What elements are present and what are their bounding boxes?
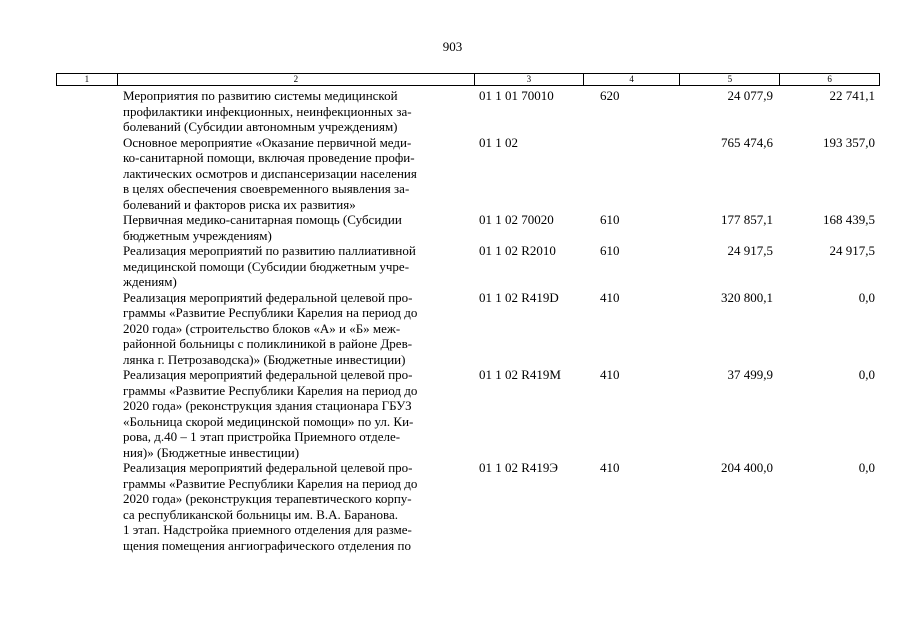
expense-type: 610 [600, 212, 620, 227]
amount-value-2: 0,0 [858, 460, 875, 475]
description-line: Мероприятия по развитию системы медицинской [123, 88, 398, 103]
expense-type: 620 [600, 88, 620, 103]
description-line: Основное мероприятие «Оказание первичной меди- [123, 134, 412, 150]
page-number: 903 [442, 39, 463, 54]
description-line: ждениям) [123, 274, 177, 289]
table-row [56, 212, 880, 243]
description-line: граммы «Развитие Республики Карелия на период до [123, 475, 418, 491]
column-header-4: 4 [584, 74, 681, 85]
table-row [56, 367, 880, 460]
expense-type: 410 [600, 460, 620, 475]
description-line: Реализация мероприятий федеральной целевой про- [123, 289, 413, 305]
row-number-cell [56, 367, 117, 460]
description-line: болеваний (Субсидии автономным учреждениям) [123, 119, 398, 134]
column-header-3: 3 [475, 74, 584, 85]
amount-value-2: 193 357,0 [823, 134, 875, 150]
row-number-cell [56, 135, 117, 213]
budget-code: 01 1 02 R419Э [479, 460, 559, 475]
description-line: бюджетным учреждениям) [123, 227, 272, 243]
amount-value-2: 168 439,5 [823, 212, 875, 227]
amount-value-1: 204 400,0 [721, 460, 773, 475]
description-line: медицинской помощи (Субсидии бюджетным учре- [123, 258, 410, 274]
amount-value-1: 37 499,9 [727, 367, 773, 382]
description-line: районной больницы с поликлиникой в районе Древ- [123, 336, 413, 351]
description-line: граммы «Развитие Республики Карелия на период до [123, 382, 418, 398]
row-description [117, 243, 475, 290]
table-row [56, 460, 880, 553]
amount-value-1: 24 917,5 [727, 243, 773, 258]
description-line: рова, д.40 – 1 этап пристройка Приемного отделе- [123, 429, 401, 444]
description-line: Реализация мероприятий федеральной целевой про- [123, 460, 413, 475]
row-description [117, 212, 475, 243]
row-number-cell [56, 88, 117, 135]
description-line: ния)» (Бюджетные инвестиции) [123, 444, 300, 460]
description-line: 2020 года» (строительство блоков «А» и «Б» меж- [123, 320, 401, 336]
table-row [56, 88, 880, 135]
description-line: 2020 года» (реконструкция терапевтического корпу- [123, 491, 412, 506]
budget-code: 01 1 02 [479, 134, 518, 150]
row-description [117, 290, 475, 368]
description-line: лактических осмотров и диспансеризации населения [123, 165, 417, 181]
budget-code: 01 1 02 70020 [479, 212, 554, 227]
description-line: ко-санитарной помощи, включая проведение профи- [123, 150, 415, 165]
amount-value-1: 177 857,1 [721, 212, 773, 227]
row-number-cell [56, 290, 117, 368]
expense-type: 410 [600, 367, 620, 382]
description-line: щения помещения ангиографического отделения по [123, 537, 411, 553]
description-line: Первичная медико-санитарная помощь (Субсидии [123, 212, 402, 227]
row-description [117, 135, 475, 213]
budget-code: 01 1 01 70010 [479, 88, 554, 103]
column-header-5: 5 [680, 74, 780, 85]
table-row [56, 243, 880, 290]
amount-value-1: 320 800,1 [721, 289, 773, 305]
description-line: 1 этап. Надстройка приемного отделения для разме- [123, 522, 412, 537]
expense-type: 410 [600, 289, 620, 305]
column-header-1: 1 [57, 74, 118, 85]
row-number-cell [56, 212, 117, 243]
description-line: профилактики инфекционных, неинфекционных за- [123, 103, 412, 119]
expense-type [584, 135, 681, 213]
description-line: 2020 года» (реконструкция здания стационара ГБУЗ [123, 398, 412, 413]
column-header-6: 6 [827, 74, 832, 84]
row-description [117, 460, 475, 553]
table-header-row [56, 73, 880, 86]
table-row [56, 135, 880, 213]
budget-code: 01 1 02 R419M [479, 367, 561, 382]
description-line: лянка г. Петрозаводска)» (Бюджетные инвестиции) [123, 351, 406, 367]
budget-table-body [56, 88, 880, 553]
description-line: Реализация мероприятий по развитию паллиативной [123, 243, 416, 258]
expense-type: 610 [600, 243, 620, 258]
amount-value-1: 765 474,6 [721, 134, 773, 150]
description-line: Реализация мероприятий федеральной целевой про- [123, 367, 413, 382]
description-line: граммы «Развитие Республики Карелия на период до [123, 305, 418, 320]
description-line: в целях обеспечения своевременного выявления за- [123, 181, 410, 196]
row-description [117, 367, 475, 460]
description-line: болеваний и факторов риска их развития» [123, 196, 356, 212]
amount-value-1: 24 077,9 [727, 88, 773, 103]
amount-value-2: 24 917,5 [829, 243, 875, 258]
amount-value-2: 22 741,1 [829, 88, 875, 103]
amount-value-2: 0,0 [858, 367, 875, 382]
row-number-cell [56, 243, 117, 290]
budget-code: 01 1 02 R419D [479, 289, 559, 305]
amount-value-2: 0,0 [858, 289, 875, 305]
description-line: «Больница скорой медицинской помощи» по ул. Ки- [123, 413, 414, 429]
row-description [117, 88, 475, 135]
row-number-cell [56, 460, 117, 553]
column-header-2: 2 [118, 74, 475, 85]
budget-code: 01 1 02 R2010 [479, 243, 556, 258]
table-row [56, 290, 880, 368]
description-line: са республиканской больницы им. В.А. Баранова. [123, 506, 398, 522]
